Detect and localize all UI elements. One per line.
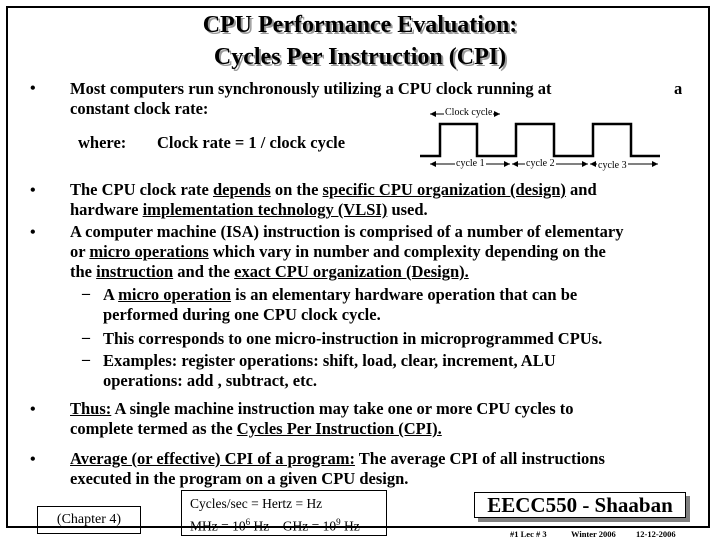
footer-lecture: #1 Lec # 3 [510, 529, 547, 539]
cycle1-label: cycle 1 [456, 158, 485, 169]
bullet-glyph: • [30, 451, 36, 468]
cycle1-arrow-left-head [430, 161, 436, 167]
dash-glyph: – [82, 285, 90, 302]
slide-title-line2: Cycles Per Instruction (CPI) [213, 44, 507, 70]
bullet-glyph: • [30, 224, 36, 241]
intro-line1: Most computers run synchronously utilizing a CPU clock running at [70, 79, 552, 98]
hertz-line1: Cycles/sec = Hertz = Hz [190, 496, 323, 511]
sub1-line2: performed during one CPU clock cycle. [103, 305, 381, 324]
bullet-glyph: • [30, 80, 36, 97]
bullet3-line1: Thus: A single machine instruction may take one or more CPU cycles to [70, 399, 574, 418]
cycle3-arrow-right-head [652, 161, 658, 167]
clock-cycle-arrow-right-head [494, 111, 500, 117]
cycle2-arrow-left-head [512, 161, 518, 167]
intro-line2: constant clock rate: [70, 99, 209, 118]
cycle3-label: cycle 3 [598, 160, 627, 171]
intro-line1-end: a [674, 79, 683, 98]
bullet2-line1: A computer machine (ISA) instruction is comprised of a number of elementary [70, 222, 624, 241]
cycle2-label: cycle 2 [526, 158, 555, 169]
dash-glyph: – [82, 329, 90, 346]
clock-rate-formula: Clock rate = 1 / clock cycle [157, 133, 346, 152]
cycle3-arrow-left-head [590, 161, 596, 167]
sub3-line2: operations: add , subtract, etc. [103, 371, 318, 390]
dash-glyph: – [82, 351, 90, 368]
bullet2-line2: or micro operations which vary in number and complexity depending on the [70, 242, 606, 261]
slide-title-line1: CPU Performance Evaluation: [202, 12, 518, 38]
cycle2-arrow-right-head [582, 161, 588, 167]
bullet1-line1: The CPU clock rate depends on the specific CPU organization (design) and [70, 180, 597, 199]
sub3-line1: Examples: register operations: shift, load, clear, increment, ALU [103, 351, 556, 370]
bullet-glyph: • [30, 401, 36, 418]
bullet1-line2: hardware implementation technology (VLSI) used. [70, 200, 428, 219]
footer-term: Winter 2006 [571, 529, 616, 539]
course-title-box [474, 492, 690, 522]
hertz-line2: MHz = $10^6$ Hz GHz = $10^9$ Hz [190, 517, 360, 534]
cycle1-arrow-right-head [504, 161, 510, 167]
bullet4-line2: executed in the program on a given CPU design. [70, 469, 409, 488]
where-label: where: [78, 133, 127, 152]
clock-cycle-arrow-left-head [430, 111, 436, 117]
clock-cycle-label: Clock cycle [445, 107, 493, 118]
clock-waveform [420, 124, 660, 156]
chapter-box: (Chapter 4) [37, 506, 141, 534]
sub1-line1: A micro operation is an elementary hardware operation that can be [103, 285, 578, 304]
hertz-box [181, 490, 387, 536]
bullet3-line2: complete termed as the Cycles Per Instruction (CPI). [70, 419, 442, 438]
footer-date: 12-12-2006 [636, 529, 676, 539]
sub2-line1: This corresponds to one micro-instruction in microprogrammed CPUs. [103, 329, 603, 348]
bullet4-line1: Average (or effective) CPI of a program: The average CPI of all instructions [70, 449, 605, 468]
course-title: EECC550 - Shaaban [474, 492, 686, 518]
bullet2-line3: the instruction and the exact CPU organization (Design). [70, 262, 469, 281]
bullet-glyph: • [30, 182, 36, 199]
